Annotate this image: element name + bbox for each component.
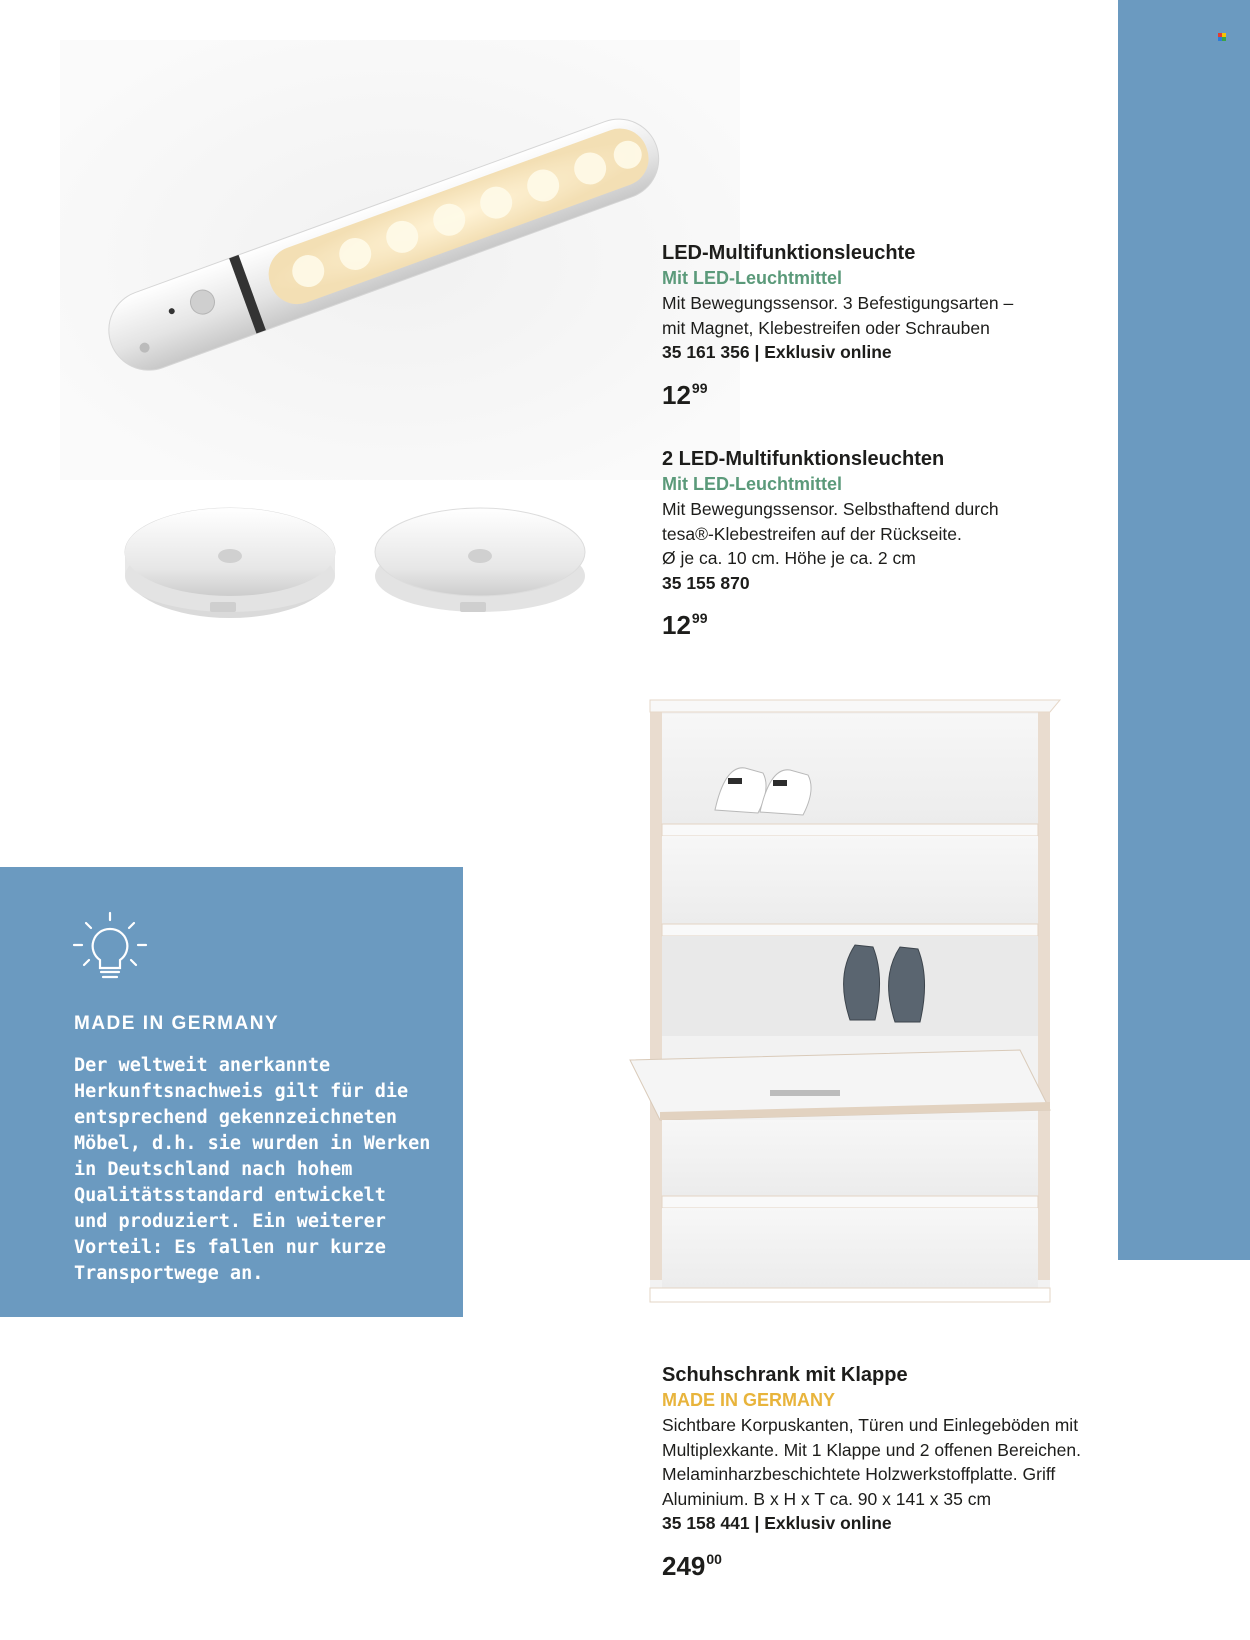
product-title: LED-Multifunktionsleuchte	[662, 242, 916, 264]
price-main: 249	[662, 1550, 706, 1581]
product-title: Schuhschrank mit Klappe	[662, 1364, 908, 1386]
product-desc-line: Aluminium. B x H x T ca. 90 x 141 x 35 cm	[662, 1488, 992, 1509]
product-desc-line: Ø je ca. 10 cm. Höhe je ca. 2 cm	[662, 548, 916, 568]
info-text-line: Möbel, d.h. sie wurden in Werken	[74, 1133, 431, 1154]
side-accent-strip	[1118, 0, 1250, 1260]
info-text-line: in Deutschland nach hohem	[74, 1159, 353, 1180]
price-cents: 99	[691, 610, 708, 626]
article-number: 35 161 356 | Exklusiv online	[662, 342, 892, 362]
price-main: 12	[662, 379, 691, 410]
product-subtitle: Mit LED-Leuchtmittel	[662, 474, 842, 494]
info-text-line: Vorteil: Es fallen nur kurze	[74, 1237, 386, 1258]
info-text-line: Der weltweit anerkannte	[74, 1055, 331, 1076]
info-text-line: und produziert. Ein weiterer	[74, 1211, 386, 1232]
lightbulb-icon	[70, 907, 150, 987]
price	[662, 603, 999, 640]
product-desc-line: Mit Bewegungssensor. 3 Befestigungsarten –	[662, 293, 1014, 313]
info-text-line: Transportwege an.	[74, 1263, 264, 1284]
product-desc-line: tesa®-Klebestreifen auf der Rückseite.	[662, 523, 962, 544]
price-cents: 00	[706, 1550, 722, 1567]
product-desc-line: Mit Bewegungssensor. Selbsthaftend durch	[662, 499, 999, 519]
info-text-line: Qualitätsstandard entwickelt	[74, 1185, 386, 1206]
shoe-cabinet-image	[620, 690, 1070, 1350]
article-number: 35 158 441 | Exklusiv online	[662, 1513, 892, 1533]
product-title: 2 LED-Multifunktionsleuchten	[662, 448, 945, 470]
info-text	[74, 1053, 444, 1287]
article-number: 35 155 870	[662, 572, 750, 593]
product-subtitle: MADE IN GERMANY	[662, 1390, 836, 1410]
info-text-line: entsprechend gekennzeichneten	[74, 1107, 398, 1128]
made-in-germany-info-box	[0, 867, 463, 1317]
product-round-leds	[662, 446, 999, 640]
product-desc-line: mit Magnet, Klebestreifen oder Schrauben	[662, 317, 990, 338]
led-bar-light-image	[60, 40, 740, 480]
product-subtitle: Mit LED-Leuchtmittel	[662, 268, 842, 288]
round-led-lights-image	[110, 490, 600, 630]
product-led-bar	[662, 240, 1013, 410]
info-title: MADE IN GERMANY	[74, 1013, 280, 1034]
info-text-line: Herkunftsnachweis gilt für die	[74, 1081, 409, 1102]
product-desc-line: Melaminharzbeschichtete Holzwerkstoffplatte. Griff	[662, 1464, 1056, 1484]
product-desc-line: Multiplexkante. Mit 1 Klappe und 2 offenen Bereichen.	[662, 1439, 1081, 1460]
product-shoe-cabinet	[662, 1362, 1081, 1581]
product-desc-line: Sichtbare Korpuskanten, Türen und Einlegeböden mit	[662, 1415, 1079, 1435]
price	[662, 1544, 1081, 1581]
color-mark-icon	[1218, 33, 1226, 41]
price	[662, 373, 1013, 410]
price-main: 12	[662, 610, 691, 640]
price-cents: 99	[691, 379, 708, 396]
